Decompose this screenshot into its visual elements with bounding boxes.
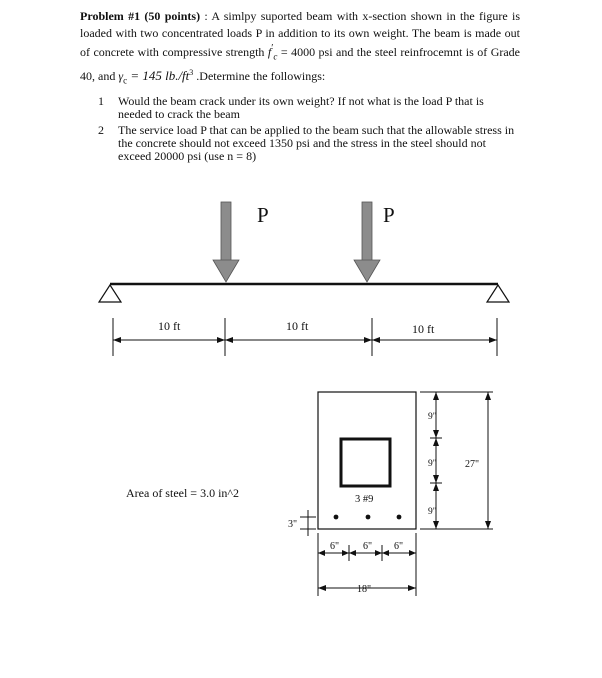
spacing-label-2: 6"	[363, 541, 373, 552]
spacing-label-1: 6"	[330, 541, 340, 552]
dim-label-b: 9"	[428, 459, 437, 469]
cover-label: 3"	[288, 519, 298, 530]
gamma-value: = 145 lb./ft	[127, 67, 190, 83]
heading-separator: :	[200, 9, 212, 23]
area-of-steel-label: Area of steel = 3.0 in^2	[126, 486, 240, 500]
rebar	[334, 515, 339, 520]
gamma-exponent: 3	[189, 67, 194, 77]
depth-label: 27"	[465, 459, 480, 470]
fc-symbol: f	[267, 45, 272, 59]
dim-label-c: 9"	[428, 507, 437, 517]
question-text: The service load P that can be applied to the beam such that the allowable stress in the concrete should not exceed 1350 psi and the stress in the steel should not exceed 20000 psi (use n = 8)	[118, 123, 515, 163]
gamma-symbol: γ	[118, 68, 124, 83]
spacing-label-3: 6"	[394, 541, 404, 552]
fc-subscript: c	[273, 51, 278, 62]
question-number: 2	[98, 123, 104, 137]
question-text: Would the beam crack under its own weight? If not what is the load P that is needed to crack the beam	[118, 94, 484, 121]
span-label-2: 10 ft	[286, 319, 309, 333]
bars-label: 3 #9	[355, 494, 374, 505]
question-number: 1	[98, 94, 104, 108]
rebar	[397, 515, 402, 520]
problem-text-1: A simlpy suported beam with x-section shown in the figure is loaded with two concentrated loads P in addition to its own weight. The beam is made out of concrete with compressive strength	[80, 9, 520, 59]
fc-prime: ′	[271, 43, 274, 54]
load-arrow-right	[354, 202, 380, 282]
load-label-right: P	[383, 203, 395, 227]
load-label-left: P	[257, 203, 269, 227]
problem-text-2: .Determine the followings:	[193, 68, 326, 83]
load-arrow-left	[213, 202, 239, 282]
section-opening	[341, 439, 390, 486]
rebar	[366, 515, 371, 520]
cover-dimension	[300, 510, 316, 536]
width-label: 18"	[357, 584, 372, 595]
pin-support-left	[99, 285, 121, 302]
fc-value: = 4000 psi and the steel reinfrocemnt is of Grade 40, and	[80, 45, 521, 83]
gamma-subscript: c	[123, 75, 128, 86]
dim-label-a: 9"	[428, 412, 437, 422]
pin-support-right	[487, 285, 509, 302]
depth-arrowheads	[433, 392, 491, 529]
problem-heading: Problem #1 (50 points)	[80, 9, 201, 23]
span-label-1: 10 ft	[158, 319, 181, 333]
span-label-3: 10 ft	[412, 322, 435, 336]
